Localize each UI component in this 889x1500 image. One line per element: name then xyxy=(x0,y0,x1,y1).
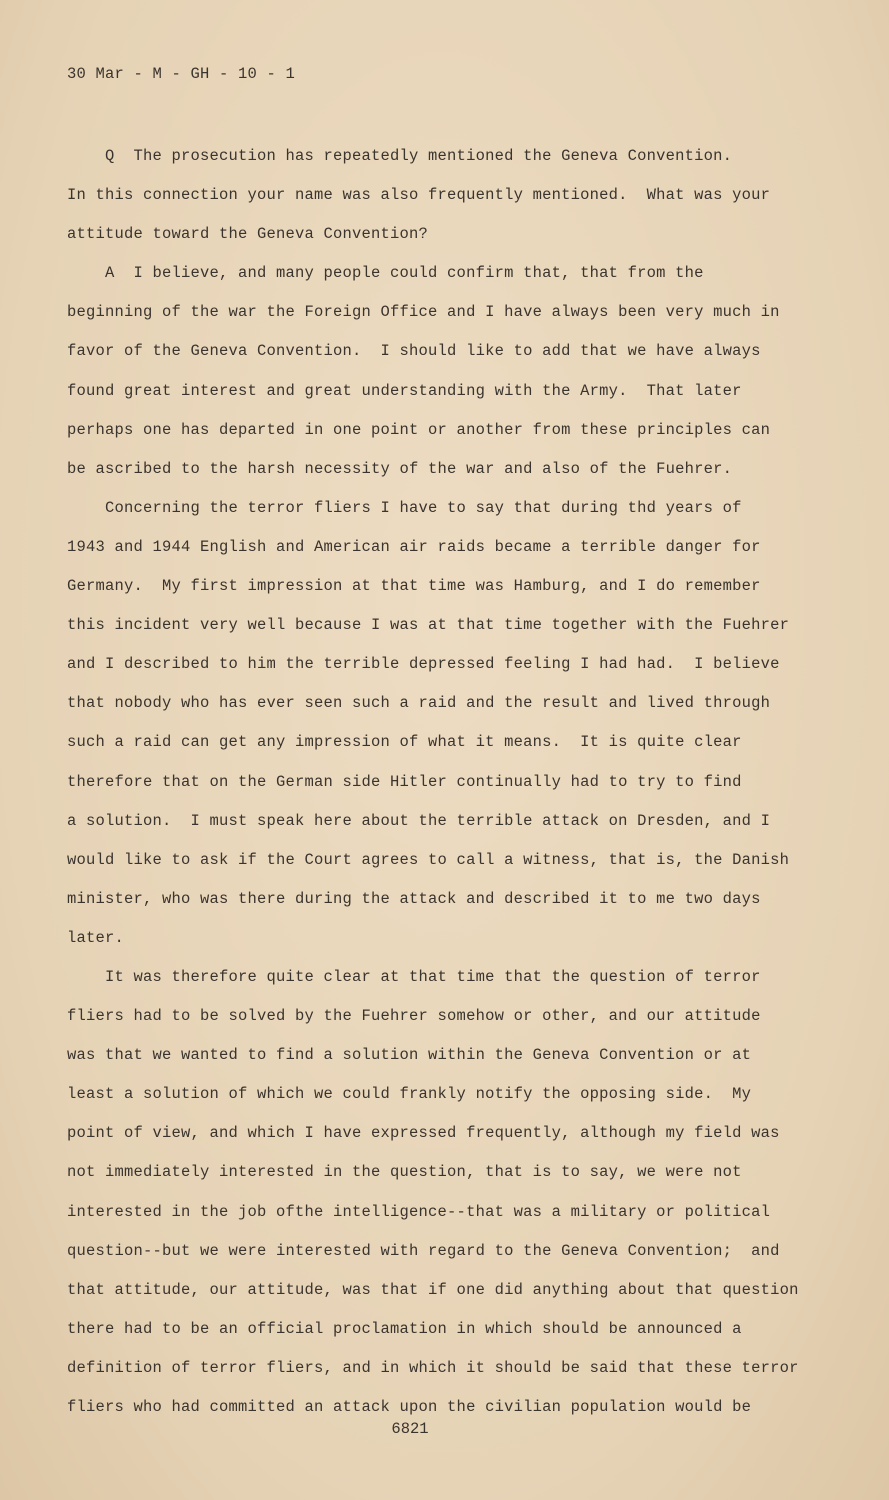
text-line: fliers had to be solved by the Fuehrer somehow or other, and our attitude xyxy=(67,1007,761,1026)
text-line: point of view, and which I have expressed frequently, although my field was xyxy=(67,1124,780,1143)
text-line: definition of terror fliers, and in which it should be said that these terror xyxy=(67,1358,799,1377)
text-line: perhaps one has departed in one point or another from these principles can xyxy=(67,420,771,439)
text-line: fliers who had committed an attack upon the civilian population would be xyxy=(67,1398,752,1416)
text-line: that attitude, our attitude, was that if one did anything about that question xyxy=(67,1280,799,1299)
text-line: therefore that on the German side Hitler continually had to try to find xyxy=(67,772,742,791)
text-line: Concerning the terror fliers I have to say that during thd years of xyxy=(67,498,742,517)
text-line: favor of the Geneva Convention. I should like to add that we have always xyxy=(67,342,761,361)
text-line: interested in the job ofthe intelligence--that was a military or political xyxy=(67,1202,771,1221)
text-line: 1943 and 1944 English and American air raids became a terrible danger for xyxy=(67,537,761,556)
text-line: would like to ask if the Court agrees to call a witness, that is, the Danish xyxy=(67,850,790,869)
text-line: Germany. My first impression at that time was Hamburg, and I do remember xyxy=(67,577,761,596)
text-line: this incident very well because I was at that time together with the Fuehrer xyxy=(67,616,790,635)
document-reference-header: 30 Mar - M - GH - 10 - 1 xyxy=(67,65,296,83)
text-line: later. xyxy=(67,928,125,947)
text-line: least a solution of which we could frankly notify the opposing side. My xyxy=(67,1085,752,1104)
text-line: minister, who was there during the attack and described it to me two days xyxy=(67,889,761,908)
text-line: It was therefore quite clear at that time that the question of terror xyxy=(67,967,761,986)
text-line: question--but we were interested with regard to the Geneva Convention; and xyxy=(67,1241,780,1260)
text-line: beginning of the war the Foreign Office and I have always been very much in xyxy=(67,303,780,322)
document-body xyxy=(67,143,857,1433)
text-line: In this connection your name was also frequently mentioned. What was your xyxy=(67,186,771,205)
text-line: be ascribed to the harsh necessity of the war and also of the Fuehrer. xyxy=(67,459,733,478)
page-number: 6821 xyxy=(391,1420,429,1438)
text-line: attitude toward the Geneva Convention? xyxy=(67,225,429,244)
text-line: was that we wanted to find a solution within the Geneva Convention or at xyxy=(67,1046,752,1065)
text-line: Q The prosecution has repeatedly mentioned the Geneva Convention. xyxy=(67,147,733,165)
text-line: not immediately interested in the question, that is to say, we were not xyxy=(67,1163,742,1182)
text-line: and I described to him the terrible depressed feeling I had had. I believe xyxy=(67,655,780,674)
text-line: a solution. I must speak here about the terrible attack on Dresden, and I xyxy=(67,811,771,830)
text-line: that nobody who has ever seen such a raid and the result and lived through xyxy=(67,694,771,713)
text-line: A I believe, and many people could confirm that, that from the xyxy=(67,264,704,283)
text-line: found great interest and great understanding with the Army. That later xyxy=(67,381,742,400)
text-line: there had to be an official proclamation in which should be announced a xyxy=(67,1319,742,1338)
text-line: such a raid can get any impression of what it means. It is quite clear xyxy=(67,733,742,752)
